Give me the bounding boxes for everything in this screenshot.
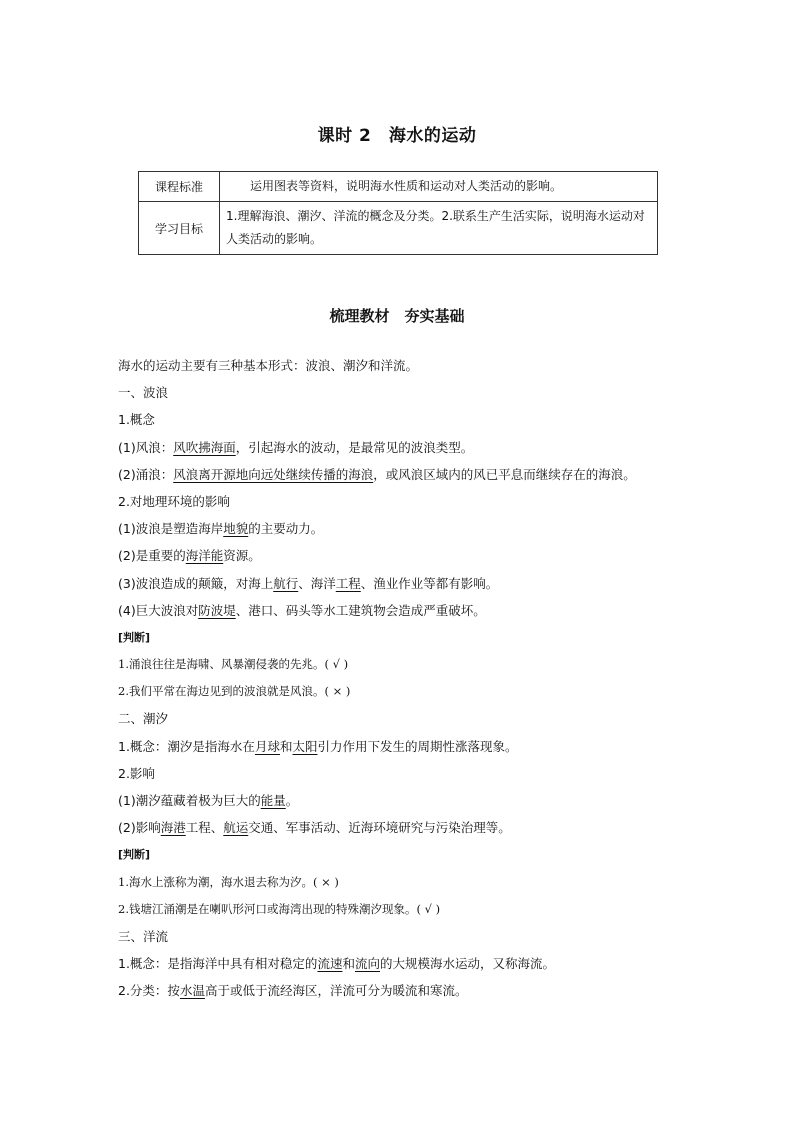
judge-question: 1.海水上涨称为潮，海水退去称为汐。( × )	[118, 874, 339, 889]
judge-question: 2.钱塘江涌潮是在喇叭形河口或海湾出现的特殊潮汐现象。( √ )	[118, 901, 441, 916]
course-standard-label: 课程标准	[139, 172, 220, 202]
table-row	[139, 202, 658, 255]
fenglang-line: (1)风浪：风吹拂海面，引起海水的波动，是最常见的波浪类型。	[118, 439, 474, 455]
section-title: 梳理教材 夯实基础	[329, 307, 465, 325]
tide-influence-item: (2)影响海港工程、航运交通、军事活动、近海环境研究与污染治理等。	[118, 820, 511, 836]
wave-impact-item: (4)巨大波浪对防波堤、港口、码头等水工建筑物会造成严重破坏。	[118, 602, 486, 618]
table-row	[139, 172, 658, 202]
learning-goal-value: 1.理解海浪、潮汐、洋流的概念及分类。2.联系生产生活实际，说明海水运动对人类活动的影响。	[220, 202, 658, 255]
tide-influence-heading: 2.影响	[118, 765, 155, 781]
course-standard-value: 运用图表等资料，说明海水性质和运动对人类活动的影响。	[220, 172, 658, 202]
wave-heading: 一、波浪	[118, 385, 169, 401]
standards-table	[138, 171, 658, 255]
tide-heading: 二、潮汐	[118, 711, 169, 727]
wave-concept-heading: 1.概念	[118, 412, 155, 428]
judge-question: 2.我们平常在海边见到的波浪就是风浪。( × )	[118, 684, 351, 699]
wave-impact-item: (1)波浪是塑造海岸地貌的主要动力。	[118, 521, 324, 537]
judge-label: [判断]	[118, 848, 151, 862]
current-classify-line: 2.分类：按水温高于或低于流经海区，洋流可分为暖流和寒流。	[118, 983, 468, 999]
intro-line: 海水的运动主要有三种基本形式：波浪、潮汐和洋流。	[118, 358, 419, 373]
wave-impact-item: (3)波浪造成的颠簸，对海上航行、海洋工程、渔业作业等都有影响。	[118, 575, 499, 591]
tide-concept-line: 1.概念：潮汐是指海水在月球和太阳引力作用下发生的周期性涨落现象。	[118, 738, 518, 754]
tide-influence-item: (1)潮汐蕴藏着极为巨大的能量。	[118, 793, 299, 808]
current-concept-line: 1.概念：是指海洋中具有相对稳定的流速和流向的大规模海水运动，又称海流。	[118, 956, 555, 972]
page-title: 课时 2 海水的运动	[317, 126, 477, 146]
judge-question: 1.涌浪往往是海啸、风暴潮侵袭的先兆。( √ )	[118, 657, 349, 672]
learning-goal-label: 学习目标	[139, 202, 220, 255]
wave-impact-item: (2)是重要的海洋能资源。	[118, 548, 261, 564]
wave-impact-heading: 2.对地理环境的影响	[118, 493, 230, 509]
content-body	[118, 352, 718, 1005]
judge-label: [判断]	[118, 630, 151, 644]
current-heading: 三、洋流	[118, 928, 169, 944]
yonglang-line: (2)涌浪：风浪离开源地向远处继续传播的海浪，或风浪区域内的风已平息而继续存在的海浪。	[118, 466, 636, 482]
